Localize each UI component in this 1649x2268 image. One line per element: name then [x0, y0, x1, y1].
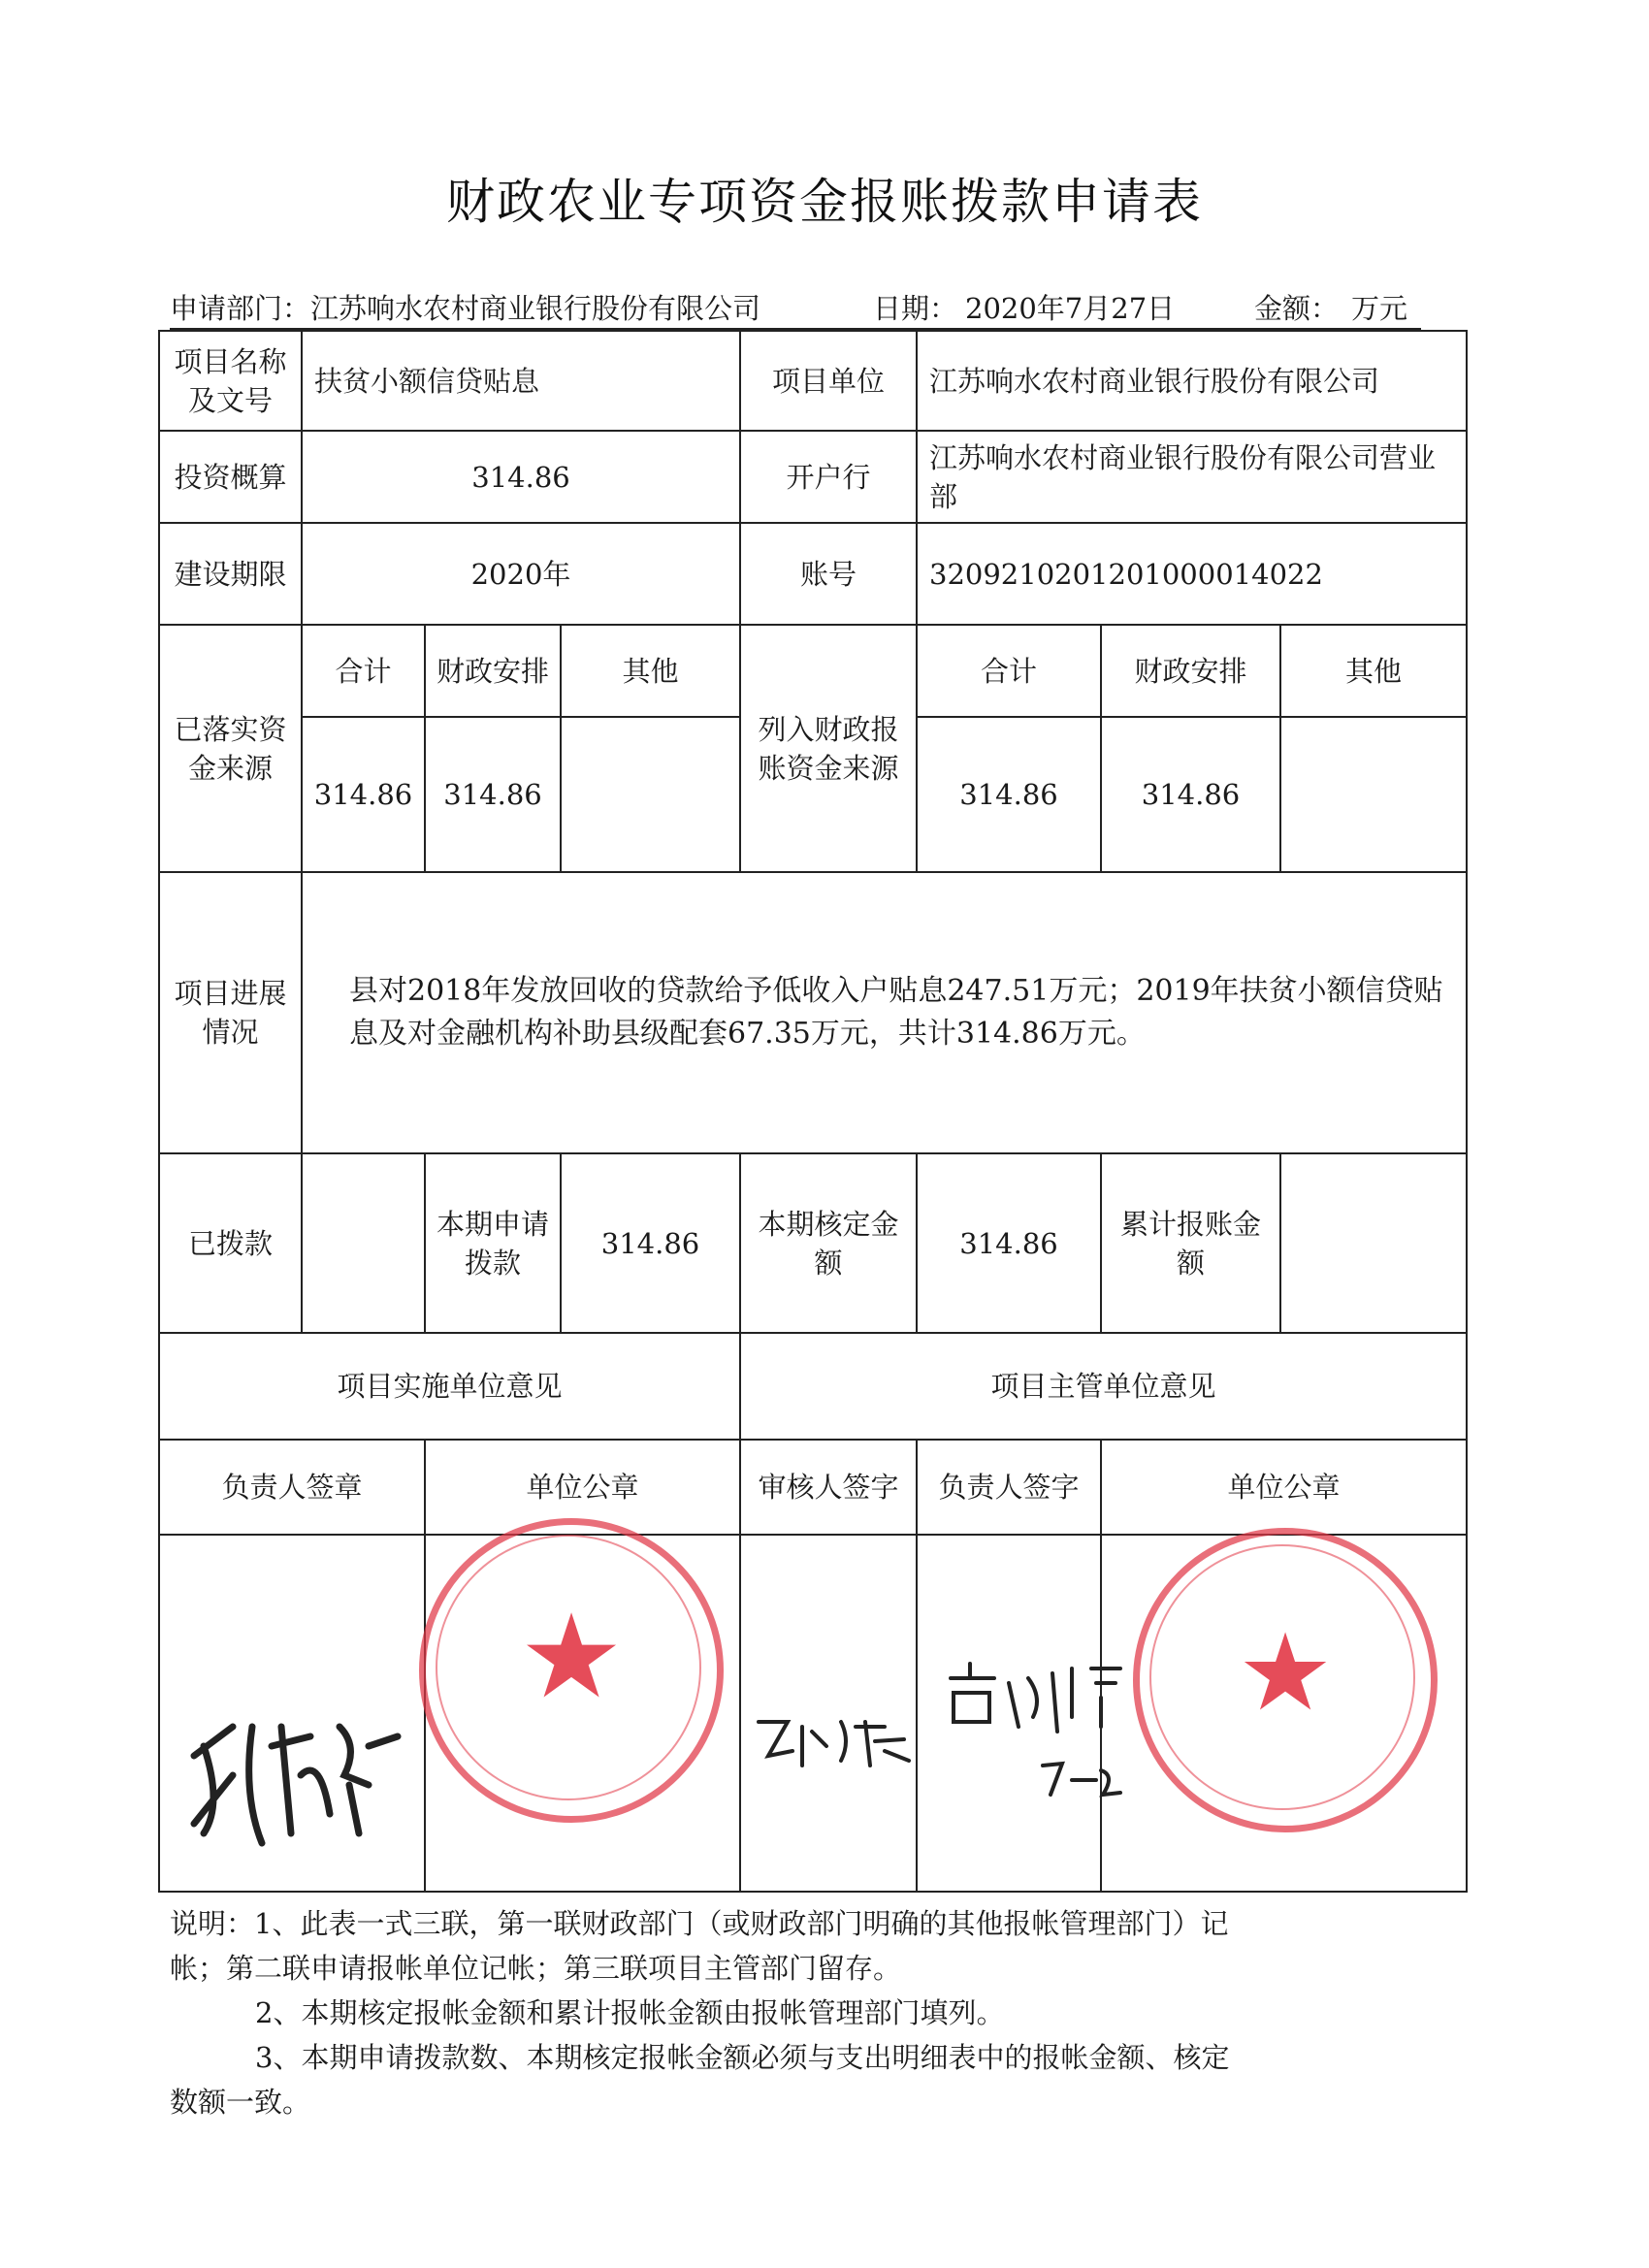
bank-label: 开户行	[740, 431, 917, 523]
investment-value: 314.86	[302, 431, 740, 523]
form-header	[170, 287, 1431, 330]
reviewer-sign-label: 审核人签字	[740, 1440, 917, 1535]
apply-value: 314.86	[561, 1153, 740, 1333]
impl-unit-opinion-label: 项目实施单位意见	[159, 1333, 740, 1440]
approved-label: 本期核定金额	[740, 1153, 917, 1333]
account-label: 账号	[740, 523, 917, 625]
impl-total-value: 314.86	[302, 717, 425, 872]
paid-label: 已拨款	[159, 1153, 302, 1333]
progress-label: 项目进展情况	[159, 872, 302, 1153]
listed-col-fiscal: 财政安排	[1101, 625, 1280, 717]
signature-responsible2	[936, 1649, 1140, 1804]
listed-total-value: 314.86	[917, 717, 1101, 872]
listed-other-value	[1280, 717, 1467, 872]
unit-seal-label: 单位公章	[425, 1440, 740, 1535]
note-line: 3、本期申请拨款数、本期核定报帐金额必须与支出明细表中的报帐金额、核定	[255, 2041, 1230, 2074]
project-name-value: 扶贫小额信贷贴息	[302, 331, 740, 431]
approved-value: 314.86	[917, 1153, 1101, 1333]
responsible-sign2-label: 负责人签字	[917, 1440, 1101, 1535]
signature-responsible	[175, 1688, 407, 1853]
star-icon: ★	[1237, 1610, 1334, 1734]
page-title: 财政农业专项资金报账拨款申请表	[446, 174, 1203, 230]
unit-seal2-label: 单位公章	[1101, 1440, 1467, 1535]
impl-other-value	[561, 717, 740, 872]
amount-unit: 万元	[1351, 292, 1408, 325]
project-unit-value: 江苏响水农村商业银行股份有限公司	[917, 331, 1467, 431]
star-icon: ★	[519, 1590, 624, 1725]
note-line: 2、本期核定报帐金额和累计报帐金额由报帐管理部门填列。	[255, 1996, 1005, 2029]
notes	[170, 1901, 1334, 2124]
impl-col-fiscal: 财政安排	[425, 625, 561, 717]
paid-value	[302, 1153, 425, 1333]
date-label: 日期：	[873, 292, 958, 325]
investment-label: 投资概算	[159, 431, 302, 523]
impl-col-total: 合计	[302, 625, 425, 717]
dept-label: 申请部门：	[170, 292, 311, 325]
note-line: 说明：1、此表一式三联，第一联财政部门（或财政部门明确的其他报帐管理部门）记	[170, 1907, 1229, 1940]
bank-value: 江苏响水农村商业银行股份有限公司营业部	[917, 431, 1467, 523]
implemented-funds-label: 已落实资金来源	[159, 625, 302, 872]
progress-text: 县对2018年发放回收的贷款给予低收入户贴息247.51万元；2019年扶贫小额信贷贴息及对金融机构补助县级配套67.35万元，共计314.86万元。	[302, 872, 1467, 1153]
listed-col-other: 其他	[1280, 625, 1467, 717]
listed-col-total: 合计	[917, 625, 1101, 717]
project-unit-label: 项目单位	[740, 331, 917, 431]
date-value: 2020年7月27日	[965, 292, 1176, 325]
dept-value: 江苏响水农村商业银行股份有限公司	[310, 292, 761, 325]
listed-funds-label: 列入财政报账资金来源	[740, 625, 917, 872]
mgmt-unit-opinion-label: 项目主管单位意见	[740, 1333, 1467, 1440]
period-label: 建设期限	[159, 523, 302, 625]
responsible-sign-label: 负责人签章	[159, 1440, 425, 1535]
gov-seal	[1133, 1528, 1438, 1832]
impl-fiscal-value: 314.86	[425, 717, 561, 872]
period-value: 2020年	[302, 523, 740, 625]
bank-seal	[419, 1518, 724, 1823]
cumulative-label: 累计报账金额	[1101, 1153, 1280, 1333]
apply-label: 本期申请拨款	[425, 1153, 561, 1333]
signature-reviewer	[749, 1702, 923, 1780]
impl-col-other: 其他	[561, 625, 740, 717]
note-line: 数额一致。	[170, 2086, 311, 2119]
account-value: 320921020120100001402​2	[917, 523, 1467, 625]
listed-fiscal-value: 314.86	[1101, 717, 1280, 872]
project-name-label: 项目名称及文号	[159, 331, 302, 431]
cumulative-value	[1280, 1153, 1467, 1333]
amount-label: 金额：	[1254, 292, 1340, 325]
note-line: 帐；第二联申请报帐单位记帐；第三联项目主管部门留存。	[170, 1952, 902, 1985]
